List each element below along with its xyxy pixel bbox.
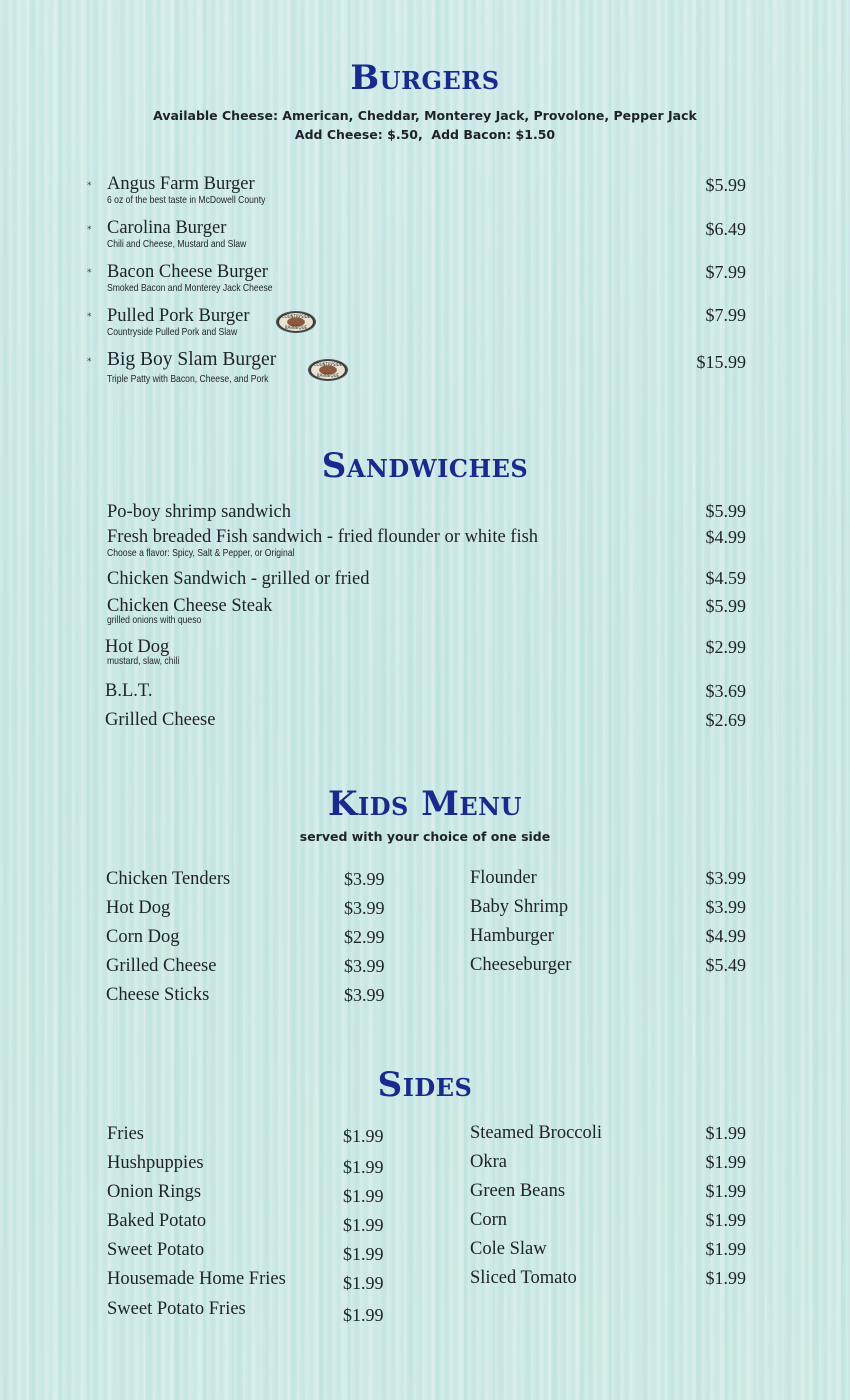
item-price: $2.69 (705, 710, 746, 730)
item-price: $1.99 (705, 1181, 746, 1201)
item-name: Hushpuppies (107, 1153, 204, 1173)
item-name: Housemade Home Fries (107, 1269, 286, 1289)
bullet-star: * (87, 181, 92, 191)
item-price: $3.69 (705, 681, 746, 701)
item-price: $1.99 (343, 1215, 384, 1235)
bullet-star: * (87, 268, 92, 278)
item-name: Baby Shrimp (470, 897, 569, 917)
item-price: $1.99 (705, 1268, 746, 1288)
item-description: Choose a flavor: Spicy, Salt & Pepper, or Original (107, 547, 295, 559)
item-price: $7.99 (705, 305, 746, 325)
item-price: $2.99 (705, 637, 746, 657)
item-name: B.L.T. (105, 681, 153, 701)
item-name: Cole Slaw (470, 1239, 547, 1259)
burgers-heading: Burgers (350, 58, 500, 98)
item-price: $2.99 (344, 927, 385, 947)
item-price: $1.99 (705, 1239, 746, 1259)
burgers-cheese-options: Available Cheese: American, Cheddar, Monterey Jack, Provolone, Pepper Jack (153, 108, 697, 123)
sandwiches-heading: Sandwiches (321, 446, 529, 486)
item-name: Hot Dog (106, 898, 171, 918)
item-description: Triple Patty with Bacon, Cheese, and Pork (107, 373, 269, 385)
burgers-addon-prices: Add Cheese: $.50, Add Bacon: $1.50 (294, 127, 556, 142)
bullet-star: * (87, 225, 92, 235)
item-price: $4.59 (705, 568, 746, 588)
item-name: Green Beans (470, 1181, 566, 1201)
item-description: grilled onions with queso (107, 614, 202, 626)
item-price: $1.99 (343, 1157, 384, 1177)
item-name: Corn (470, 1210, 507, 1230)
item-price: $5.49 (705, 955, 746, 975)
item-price: $1.99 (343, 1186, 384, 1206)
item-price: $3.99 (705, 868, 746, 888)
item-name: Okra (470, 1152, 507, 1172)
item-name: Carolina Burger (107, 218, 227, 238)
item-name: Flounder (470, 868, 537, 888)
item-price: $1.99 (705, 1210, 746, 1230)
item-description: Countryside Pulled Pork and Slaw (107, 326, 238, 338)
item-name: Big Boy Slam Burger (107, 349, 277, 370)
item-price: $3.99 (344, 898, 385, 918)
item-name: Cheeseburger (470, 955, 572, 975)
item-price: $15.99 (696, 352, 746, 372)
item-price: $3.99 (705, 897, 746, 917)
item-price: $1.99 (343, 1273, 384, 1293)
item-name: Sweet Potato Fries (107, 1299, 246, 1319)
item-price: $5.99 (705, 596, 746, 616)
item-name: Fresh breaded Fish sandwich - fried flounder or white fish (107, 527, 539, 547)
item-name: Hot Dog (105, 637, 170, 657)
item-name: Chicken Tenders (106, 869, 231, 889)
item-price: $1.99 (705, 1123, 746, 1143)
item-name: Sliced Tomato (470, 1268, 577, 1288)
item-name: Baked Potato (107, 1211, 207, 1231)
item-price: $5.99 (705, 175, 746, 195)
badge-bottom-text: BARBEQUE (316, 373, 340, 378)
item-name: Chicken Cheese Steak (107, 596, 273, 616)
item-description: Chili and Cheese, Mustard and Slaw (107, 238, 247, 250)
item-name: Angus Farm Burger (107, 174, 255, 194)
item-price: $5.99 (705, 501, 746, 521)
item-name: Steamed Broccoli (470, 1123, 603, 1143)
item-description: mustard, slaw, chili (107, 655, 180, 667)
item-name: Grilled Cheese (106, 956, 217, 976)
badge-bottom-text: BARBEQUE (284, 325, 308, 330)
item-description: Smoked Bacon and Monterey Jack Cheese (107, 282, 273, 294)
item-price: $1.99 (343, 1244, 384, 1264)
bullet-star: * (87, 357, 92, 367)
countryside-barbeque-logo-icon (308, 359, 348, 381)
item-name: Cheese Sticks (106, 985, 210, 1005)
bullet-star: * (87, 312, 92, 322)
item-name: Sweet Potato (107, 1240, 205, 1260)
item-price: $3.99 (344, 985, 385, 1005)
item-price: $6.49 (705, 219, 746, 239)
badge-top-text: COUNTRYSIDE (313, 362, 343, 367)
item-price: $7.99 (705, 262, 746, 282)
sides-heading: Sides (377, 1065, 473, 1105)
item-name: Po-boy shrimp sandwich (107, 502, 291, 522)
item-name: Hamburger (470, 926, 554, 946)
kids-menu-heading: Kids Menu (327, 784, 523, 824)
item-name: Chicken Sandwich - grilled or fried (107, 569, 370, 589)
badge-top-text: COUNTRYSIDE (281, 314, 311, 319)
item-price: $4.99 (705, 926, 746, 946)
item-price: $1.99 (343, 1305, 384, 1325)
item-price: $1.99 (343, 1126, 384, 1146)
countryside-barbeque-logo-icon (276, 311, 316, 333)
item-name: Pulled Pork Burger (107, 306, 250, 326)
item-description: 6 oz of the best taste in McDowell County (107, 194, 266, 206)
item-name: Bacon Cheese Burger (107, 262, 268, 282)
item-price: $1.99 (705, 1152, 746, 1172)
kids-menu-subtitle: served with your choice of one side (299, 829, 551, 844)
item-price: $3.99 (344, 956, 385, 976)
item-name: Corn Dog (106, 927, 180, 947)
item-price: $3.99 (344, 869, 385, 889)
item-price: $4.99 (705, 527, 746, 547)
item-name: Onion Rings (107, 1182, 202, 1202)
item-name: Fries (107, 1124, 144, 1144)
item-name: Grilled Cheese (105, 710, 216, 730)
